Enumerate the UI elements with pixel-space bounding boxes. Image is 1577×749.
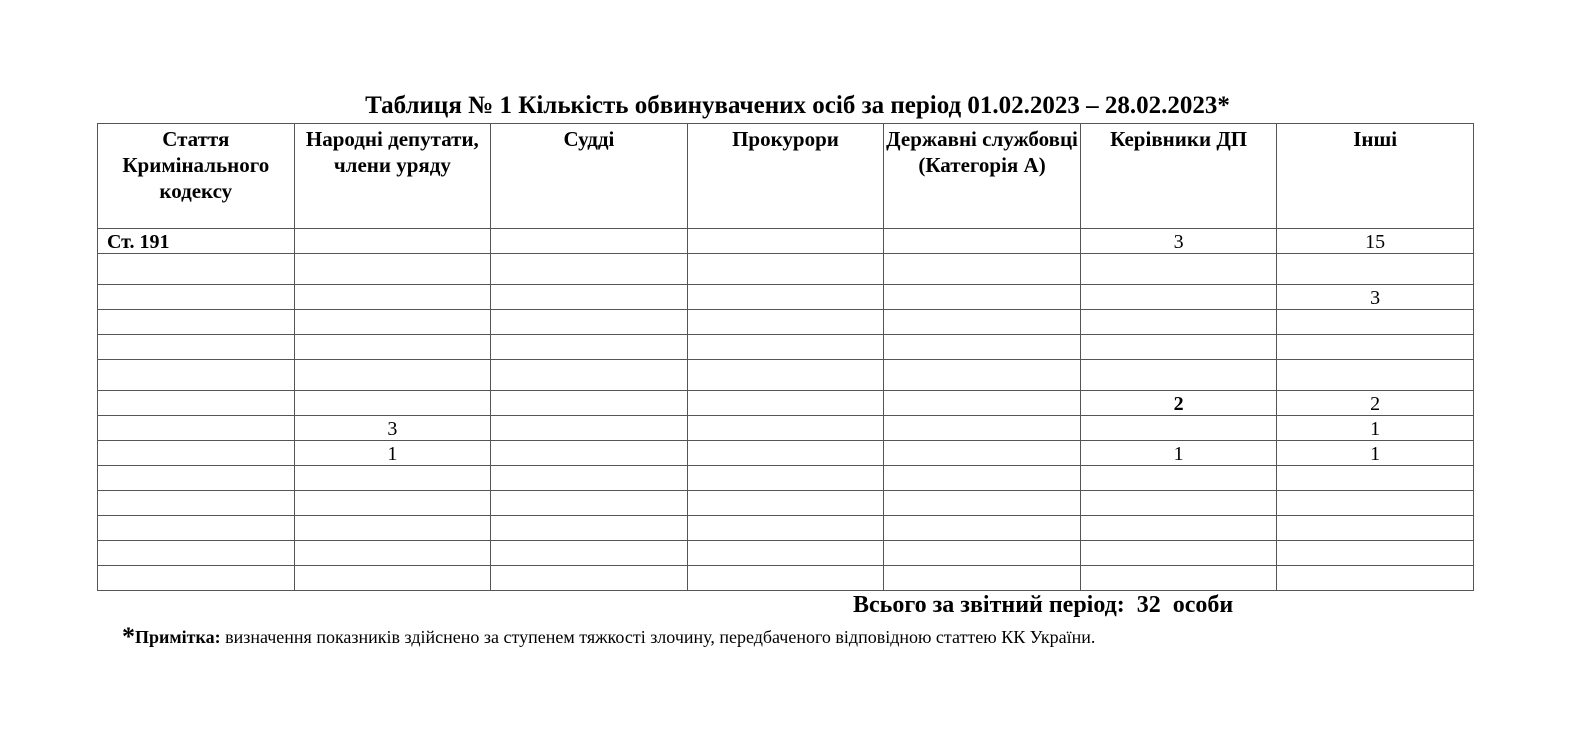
table-row [98, 285, 1474, 310]
header-civil-servants: Державні службовці (Категорія А) [884, 124, 1081, 229]
table-cell [687, 566, 884, 591]
table-cell [884, 541, 1081, 566]
table-cell [1080, 335, 1277, 360]
table-cell [491, 360, 688, 391]
header-prosecutors: Прокурори [687, 124, 884, 229]
table-cell [1277, 566, 1474, 591]
table-cell [294, 566, 491, 591]
table-header-row [98, 124, 1474, 229]
table-cell [1277, 254, 1474, 285]
table-cell [491, 441, 688, 466]
table-cell [1080, 310, 1277, 335]
table-cell [294, 229, 491, 254]
table-cell [1080, 360, 1277, 391]
table-row [98, 441, 1474, 466]
total-summary: Всього за звітний період: 32 особи [853, 592, 1234, 618]
table-cell: 15 [1277, 229, 1474, 254]
header-judges: Судді [491, 124, 688, 229]
table-cell [687, 516, 884, 541]
table-cell [1080, 416, 1277, 441]
table-cell [491, 516, 688, 541]
table-cell [98, 491, 295, 516]
table-cell [1277, 335, 1474, 360]
table-cell [98, 391, 295, 416]
table-row [98, 541, 1474, 566]
table-row [98, 229, 1474, 254]
table-cell [491, 416, 688, 441]
table-cell [294, 285, 491, 310]
table-cell [491, 229, 688, 254]
table-cell [1277, 541, 1474, 566]
table-cell: 1 [1277, 441, 1474, 466]
table-cell: 3 [1080, 229, 1277, 254]
table-row [98, 416, 1474, 441]
table-cell [884, 566, 1081, 591]
table-cell [294, 516, 491, 541]
table-row [98, 360, 1474, 391]
table-cell [1277, 310, 1474, 335]
table-cell [687, 229, 884, 254]
table-cell [98, 254, 295, 285]
table-cell [294, 360, 491, 391]
table-row [98, 391, 1474, 416]
table-cell [1080, 566, 1277, 591]
table-cell [98, 541, 295, 566]
table-cell [884, 229, 1081, 254]
table-cell [98, 335, 295, 360]
table-cell [1277, 466, 1474, 491]
table-cell: Ст. 191 [98, 229, 295, 254]
table-cell [491, 335, 688, 360]
table-cell [294, 391, 491, 416]
table-cell [491, 391, 688, 416]
table-row [98, 491, 1474, 516]
table-cell [687, 335, 884, 360]
table-cell [687, 441, 884, 466]
table-row [98, 466, 1474, 491]
table-cell [884, 285, 1081, 310]
table-cell [1080, 285, 1277, 310]
table-cell [294, 466, 491, 491]
table-cell [491, 310, 688, 335]
table-cell [491, 566, 688, 591]
table-cell [98, 360, 295, 391]
table-cell [98, 285, 295, 310]
table-cell: 1 [294, 441, 491, 466]
table-cell [1080, 516, 1277, 541]
table-cell: 3 [294, 416, 491, 441]
table-cell [687, 285, 884, 310]
table-cell: 2 [1080, 391, 1277, 416]
table-cell [98, 566, 295, 591]
table-cell [491, 254, 688, 285]
table-cell [1080, 491, 1277, 516]
table-cell [491, 491, 688, 516]
table-cell [294, 491, 491, 516]
table-cell [98, 466, 295, 491]
table-cell [98, 310, 295, 335]
table-row [98, 254, 1474, 285]
footnote-text: визначення показників здійснено за ступенем тяжкості злочину, передбаченого відповідною статтею КК України. [220, 627, 1096, 647]
table-cell [884, 391, 1081, 416]
footnote-label: Примітка: [135, 627, 221, 647]
table-cell [884, 516, 1081, 541]
table-cell [1080, 541, 1277, 566]
table-cell [687, 254, 884, 285]
table-cell [294, 254, 491, 285]
table-cell [98, 416, 295, 441]
table-cell [687, 360, 884, 391]
table-cell: 1 [1277, 416, 1474, 441]
table-cell [294, 541, 491, 566]
table-row [98, 566, 1474, 591]
table-cell [1080, 466, 1277, 491]
table-cell [294, 335, 491, 360]
table-cell [687, 416, 884, 441]
header-enterprise-heads: Керівники ДП [1080, 124, 1277, 229]
table-cell [884, 466, 1081, 491]
table-cell [1277, 491, 1474, 516]
header-article: Стаття Кримінального кодексу [98, 124, 295, 229]
header-others: Інші [1277, 124, 1474, 229]
table-cell [687, 391, 884, 416]
table-cell [1277, 360, 1474, 391]
table-row [98, 335, 1474, 360]
table-cell [884, 360, 1081, 391]
table-cell [1277, 516, 1474, 541]
table-cell [294, 310, 491, 335]
footnote-asterisk: * [122, 622, 135, 651]
table-cell [1080, 254, 1277, 285]
table-row [98, 516, 1474, 541]
table-cell: 1 [1080, 441, 1277, 466]
table-cell [884, 335, 1081, 360]
table-cell [491, 285, 688, 310]
table-cell [884, 254, 1081, 285]
table-cell: 2 [1277, 391, 1474, 416]
table-cell [687, 466, 884, 491]
table-cell [98, 441, 295, 466]
table-cell [884, 491, 1081, 516]
table-cell [687, 541, 884, 566]
table-cell [687, 310, 884, 335]
accused-persons-table [97, 123, 1474, 591]
header-mps-government: Народні депутати, члени уряду [294, 124, 491, 229]
table-row [98, 310, 1474, 335]
table-cell [98, 516, 295, 541]
table-cell [884, 310, 1081, 335]
table-cell [491, 541, 688, 566]
table-cell [491, 466, 688, 491]
footnote [122, 624, 1095, 650]
table-cell: 3 [1277, 285, 1474, 310]
table-cell [687, 491, 884, 516]
table-title: Таблиця № 1 Кількість обвинувачених осіб за період 01.02.2023 – 28.02.2023* [365, 92, 1230, 119]
table-cell [884, 416, 1081, 441]
table-cell [884, 441, 1081, 466]
